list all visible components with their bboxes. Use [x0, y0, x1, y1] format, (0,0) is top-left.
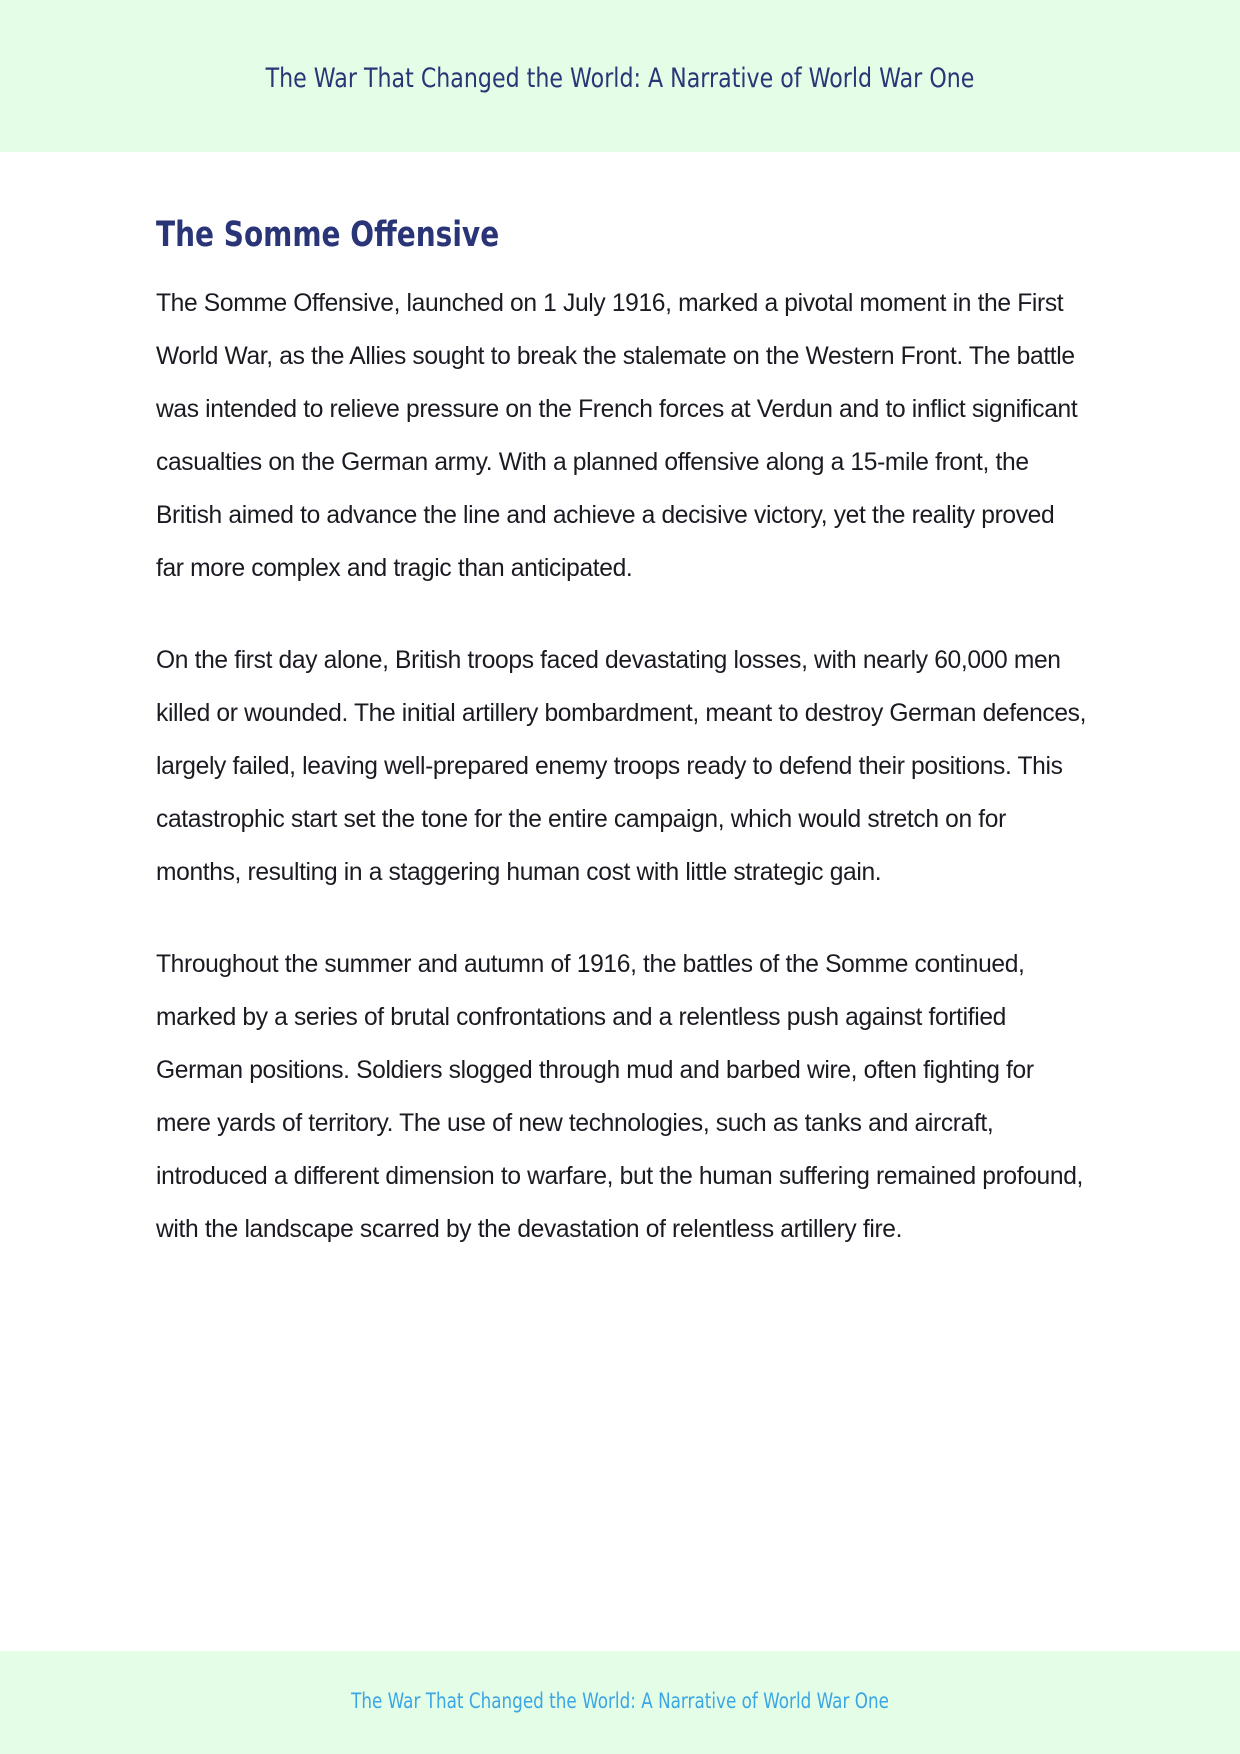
footer-title: The War That Changed the World: A Narrative of World War One — [351, 1689, 889, 1713]
paragraph-3: Throughout the summer and autumn of 1916, the battles of the Somme continued, marked by a series of brutal confrontations and a relentless push against fortified German positions. Soldiers slogged through mud and barbed wire, often fighting for mere yards of territory. The use of new technologies, such as tanks and aircraft, introduced a different dimension to warfare, but the human suffering remained profound, with the landscape scarred by the devastation of relentless artillery fire. — [156, 951, 1084, 1243]
paragraph-1: The Somme Offensive, launched on 1 July 1916, marked a pivotal moment in the First World War, as the Allies sought to break the stalemate on the Western Front. The battle was intended to relieve pressure on the French forces at Verdun and to inflict significant casualties on the German army. With a planned offensive along a 15-mile front, the British aimed to advance the line and achieve a decisive victory, yet the reality proved far more complex and tragic than anticipated. — [156, 290, 1078, 582]
page-footer — [0, 1651, 1240, 1754]
paragraph-2: On the first day alone, British troops faced devastating losses, with nearly 60,000 men killed or wounded. The initial artillery bombardment, meant to destroy German defences, largely failed, leaving well-prepared enemy troops ready to defend their positions. This catastrophic start set the tone for the entire campaign, which would stretch on for months, resulting in a staggering human cost with little strategic gain. — [156, 647, 1087, 886]
header-title: The War That Changed the World: A Narrative of World War One — [265, 63, 975, 94]
section-heading: The Somme Offensive — [156, 215, 500, 255]
page-header — [0, 0, 1240, 152]
main-content — [156, 205, 1088, 1295]
